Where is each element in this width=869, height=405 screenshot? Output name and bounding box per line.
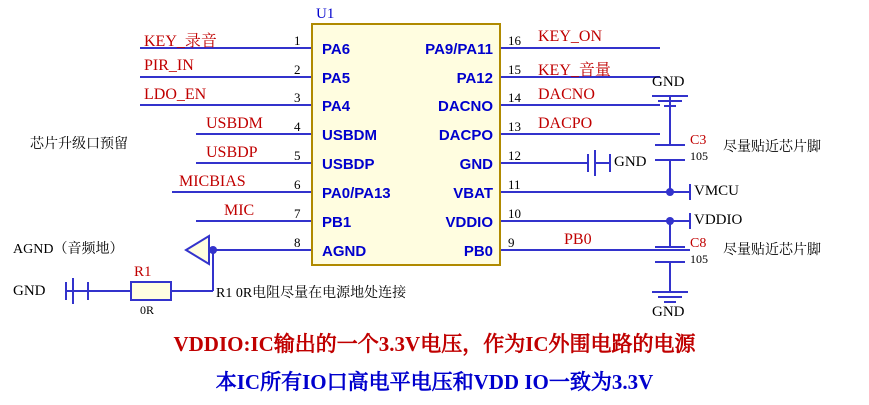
pin-name-pa5: PA5	[322, 70, 351, 87]
net-label-ldo-en: LDO_EN	[144, 86, 207, 103]
pin-number-11: 11	[508, 177, 521, 192]
pin-number-12: 12	[508, 148, 521, 163]
net-label-pir-in: PIR_IN	[144, 57, 194, 74]
pin-number-8: 8	[294, 235, 301, 250]
pin-name-vddio: VDDIO	[445, 214, 493, 231]
refdes-c8: C8	[690, 236, 707, 251]
pin-number-10: 10	[508, 206, 521, 221]
net-label-dacpo: DACPO	[538, 115, 593, 132]
annotation-r1: R1 0R电阻尽量在电源地处连接	[216, 286, 407, 301]
net-label-mic: MIC	[224, 202, 255, 219]
net-label-micbias: MICBIAS	[179, 173, 246, 190]
pin-name-dacpo: DACPO	[438, 127, 493, 144]
annotation-c8: 尽量贴近芯片脚	[723, 243, 821, 258]
pin-name-pa9-pa11: PA9/PA11	[425, 41, 493, 58]
net-label-key-record: KEY_录音	[144, 33, 217, 50]
pin-number-2: 2	[294, 62, 301, 77]
pin-number-15: 15	[508, 62, 521, 77]
net-label-gnd-pin12: GND	[614, 154, 647, 170]
net-label-usbdm: USBDM	[206, 115, 263, 132]
value-r1: 0R	[140, 303, 155, 317]
pin-number-9: 9	[508, 235, 515, 250]
pin-number-16: 16	[508, 33, 521, 48]
pin-name-pb0: PB0	[463, 243, 493, 260]
footer-line-1: VDDIO:IC输出的一个3.3V电压，作为IC外围电路的电源	[173, 332, 696, 356]
net-label-usbdp: USBDP	[206, 144, 258, 161]
net-label-pb0: PB0	[564, 231, 592, 248]
pin-number-5: 5	[294, 148, 301, 163]
net-label-vmcu: VMCU	[694, 183, 740, 199]
pin-number-4: 4	[294, 119, 301, 134]
annotation-agnd: AGND（音频地）	[13, 242, 124, 257]
ground-label-top-right: GND	[652, 74, 685, 90]
pin-number-3: 3	[294, 90, 301, 105]
footer-line-2: 本IC所有IO口高电平电压和VDD IO一致为3.3V	[215, 370, 654, 394]
net-label-dacno: DACNO	[538, 86, 595, 103]
annotation-c3: 尽量贴近芯片脚	[723, 140, 821, 155]
pin-name-pa4: PA4	[322, 98, 351, 115]
pin-number-13: 13	[508, 119, 521, 134]
pin-number-14: 14	[508, 90, 521, 105]
refdes-c3: C3	[690, 133, 707, 148]
pin-name-usbdm: USBDM	[322, 127, 377, 144]
value-c3: 105	[690, 149, 708, 163]
pin-name-dacno: DACNO	[438, 98, 493, 115]
refdes-r1: R1	[134, 264, 152, 280]
ground-label-bottom-right: GND	[652, 304, 685, 320]
pin-name-gnd: GND	[459, 156, 493, 173]
annotation-usb-upgrade: 芯片升级口预留	[30, 137, 128, 152]
value-c8: 105	[690, 252, 708, 266]
net-label-key-on: KEY_ON	[538, 28, 602, 45]
pin-name-pa0-pa13: PA0/PA13	[322, 185, 391, 202]
net-label-vddio: VDDIO	[694, 212, 743, 228]
net-label-key-volume: KEY_音量	[538, 62, 611, 79]
pin-number-7: 7	[294, 206, 301, 221]
pin-name-agnd: AGND	[322, 243, 367, 260]
ic-refdes: U1	[316, 6, 335, 22]
pin-name-usbdp: USBDP	[322, 156, 375, 173]
pin-name-pa12: PA12	[456, 70, 493, 87]
pin-number-6: 6	[294, 177, 301, 192]
pin-name-pa6: PA6	[322, 41, 351, 58]
pin-name-vbat: VBAT	[453, 185, 493, 202]
ground-label-bottom-left: GND	[13, 283, 46, 299]
pin-number-1: 1	[294, 33, 301, 48]
pin-name-pb1: PB1	[322, 214, 352, 231]
